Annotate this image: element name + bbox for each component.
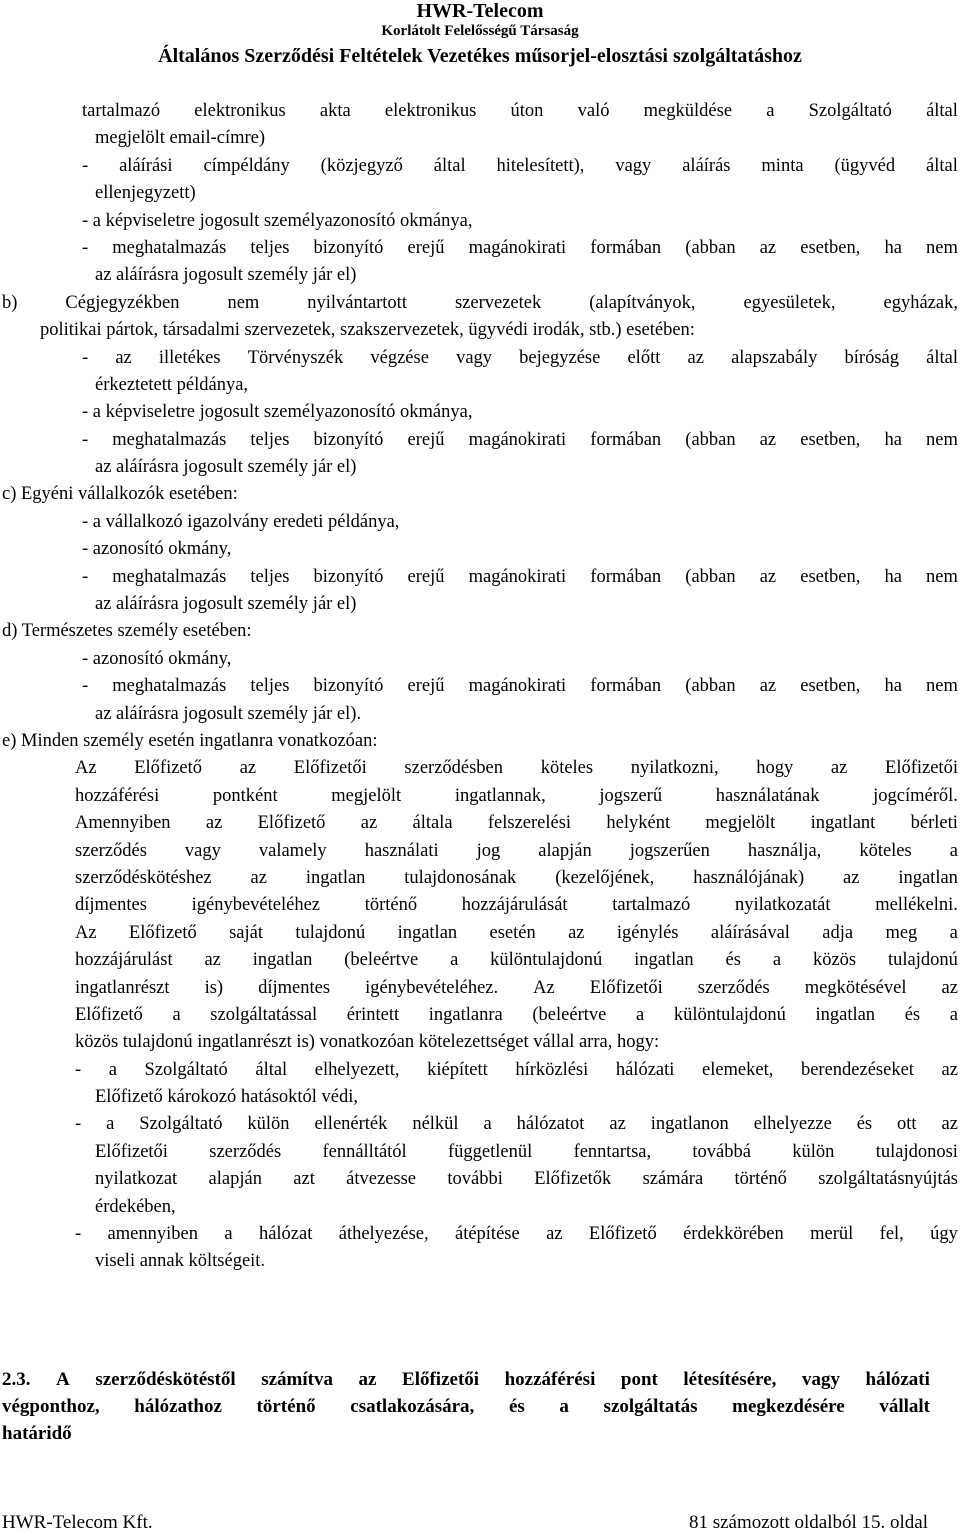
text-line: - a képviseletre jogosult személyazonosító okmánya, [82, 210, 473, 231]
text-line: - a vállalkozó igazolvány eredeti példánya, [82, 511, 400, 532]
text-line: b) Cégjegyzékben nem nyilvántartott szervezetek (alapítványok, egyesületek, egyházak, [2, 292, 958, 313]
footer-company: HWR-Telecom Kft. [2, 1512, 153, 1533]
text-line: érdekében, [95, 1196, 176, 1217]
text-line: politikai pártok, társadalmi szervezetek, szakszervezetek, ügyvédi irodák, stb.) esetében: [40, 320, 695, 341]
text-line: Előfizetői szerződés fennálltától függetlenül fenntartsa, továbbá külön tulajdonosi [95, 1141, 958, 1162]
section-heading-line: határidő [2, 1423, 72, 1444]
text-line: az aláírásra jogosult személy jár el) [95, 265, 357, 286]
section-heading-line: végponthoz, hálózathoz történő csatlakozására, és a szolgáltatás megkezdésére vállalt [2, 1396, 930, 1417]
text-line: érkeztetett példánya, [95, 374, 249, 395]
company-name: HWR-Telecom [416, 0, 544, 22]
text-line: szerződéskötéshez az ingatlan tulajdonosának (kezelőjének, használójának) az ingatlan [75, 867, 958, 888]
text-line: az aláírásra jogosult személy jár el) [95, 594, 357, 615]
page-footer [0, 1512, 960, 1536]
text-line: Az Előfizető saját tulajdonú ingatlan esetén az igénylés aláírásával adja meg a [75, 922, 958, 943]
text-line: az aláírásra jogosult személy jár el). [95, 703, 362, 724]
text-line: - amennyiben a hálózat áthelyezése, átépítése az Előfizető érdekkörében merül fel, úgy [75, 1224, 958, 1245]
text-line: c) Egyéni vállalkozók esetében: [2, 484, 238, 505]
text-line: - aláírási címpéldány (közjegyző által hitelesített), vagy aláírás minta (ügyvéd által [82, 155, 958, 176]
text-line: tartalmazó elektronikus akta elektronikus úton való megküldése a Szolgáltató által [82, 101, 958, 121]
text-line: ellenjegyzett) [95, 183, 196, 204]
text-line: - meghatalmazás teljes bizonyító erejű magánokirati formában (abban az esetben, ha nem [82, 566, 958, 587]
text-line: - azonosító okmány, [82, 648, 232, 669]
text-line: Amennyiben az Előfizető az általa felszerelési helyként megjelölt ingatlant bérleti [75, 813, 958, 834]
text-line: ingatlanrészt is) díjmentes igénybevételéhez. Az Előfizetői szerződés megkötésével az [75, 977, 958, 998]
footer-page-number: 81 számozott oldalból 15. oldal [688, 1512, 928, 1533]
text-line: hozzájárulást az ingatlan (beleértve a különtulajdonú ingatlan és a közös tulajdonú [75, 950, 958, 971]
text-line: e) Minden személy esetén ingatlanra vonatkozóan: [2, 730, 378, 751]
text-line: megjelölt email-címre) [95, 128, 266, 149]
text-line: - azonosító okmány, [82, 539, 232, 560]
text-line: - a képviseletre jogosult személyazonosító okmánya, [82, 402, 473, 423]
text-line: nyilatkozat alapján azt átvezesse további Előfizetők számára történő szolgáltatásnyújtás [95, 1169, 958, 1190]
text-line: Az Előfizető az Előfizetői szerződésben köteles nyilatkozni, hogy az Előfizetői [75, 758, 958, 779]
section-heading-line: 2.3. A szerződéskötéstől számítva az Előfizetői hozzáférési pont létesítésére, vagy hálózati [2, 1369, 930, 1390]
text-line: szerződés vagy valamely használati jog alapján jogszerűen használja, köteles a [75, 840, 958, 861]
text-line: közös tulajdonú ingatlanrészt is) vonatkozóan kötelezettséget vállal arra, hogy: [75, 1032, 660, 1053]
body-text [0, 98, 960, 1276]
text-line: Előfizető a szolgáltatással érintett ingatlanra (beleértve a különtulajdonú ingatlan és a [75, 1004, 958, 1025]
text-line: díjmentes igénybevételéhez történő hozzájárulását tartalmazó nyilatkozatát mellékelni. [75, 895, 958, 916]
text-line: az aláírásra jogosult személy jár el) [95, 457, 357, 478]
text-line: - az illetékes Törvényszék végzése vagy bejegyzése előtt az alapszabály bíróság által [82, 347, 958, 368]
text-line: viseli annak költségeit. [95, 1251, 266, 1272]
text-line: - a Szolgáltató által elhelyezett, kiépített hírközlési hálózati elemeket, berendezéseket az [75, 1059, 958, 1080]
text-line: - meghatalmazás teljes bizonyító erejű magánokirati formában (abban az esetben, ha nem [82, 237, 958, 258]
text-line: - meghatalmazás teljes bizonyító erejű magánokirati formában (abban az esetben, ha nem [82, 676, 958, 697]
page-header [0, 0, 960, 69]
text-line: - meghatalmazás teljes bizonyító erejű magánokirati formában (abban az esetben, ha nem [82, 429, 958, 450]
text-line: Előfizető károkozó hatásoktól védi, [95, 1087, 359, 1108]
document-title: Általános Szerződési Feltételek Vezetékes műsorjel-elosztási szolgáltatáshoz [158, 45, 802, 67]
company-form: Korlátolt Felelősségű Társaság [381, 23, 579, 39]
section-heading-2-3 [2, 1366, 930, 1447]
text-line: - a Szolgáltató külön ellenérték nélkül a hálózatot az ingatlanon elhelyezze és ott az [75, 1114, 958, 1135]
text-line: d) Természetes személy esetében: [2, 621, 252, 642]
text-line: hozzáférési pontként megjelölt ingatlannak, jogszerű használatának jogcíméről. [75, 785, 958, 806]
